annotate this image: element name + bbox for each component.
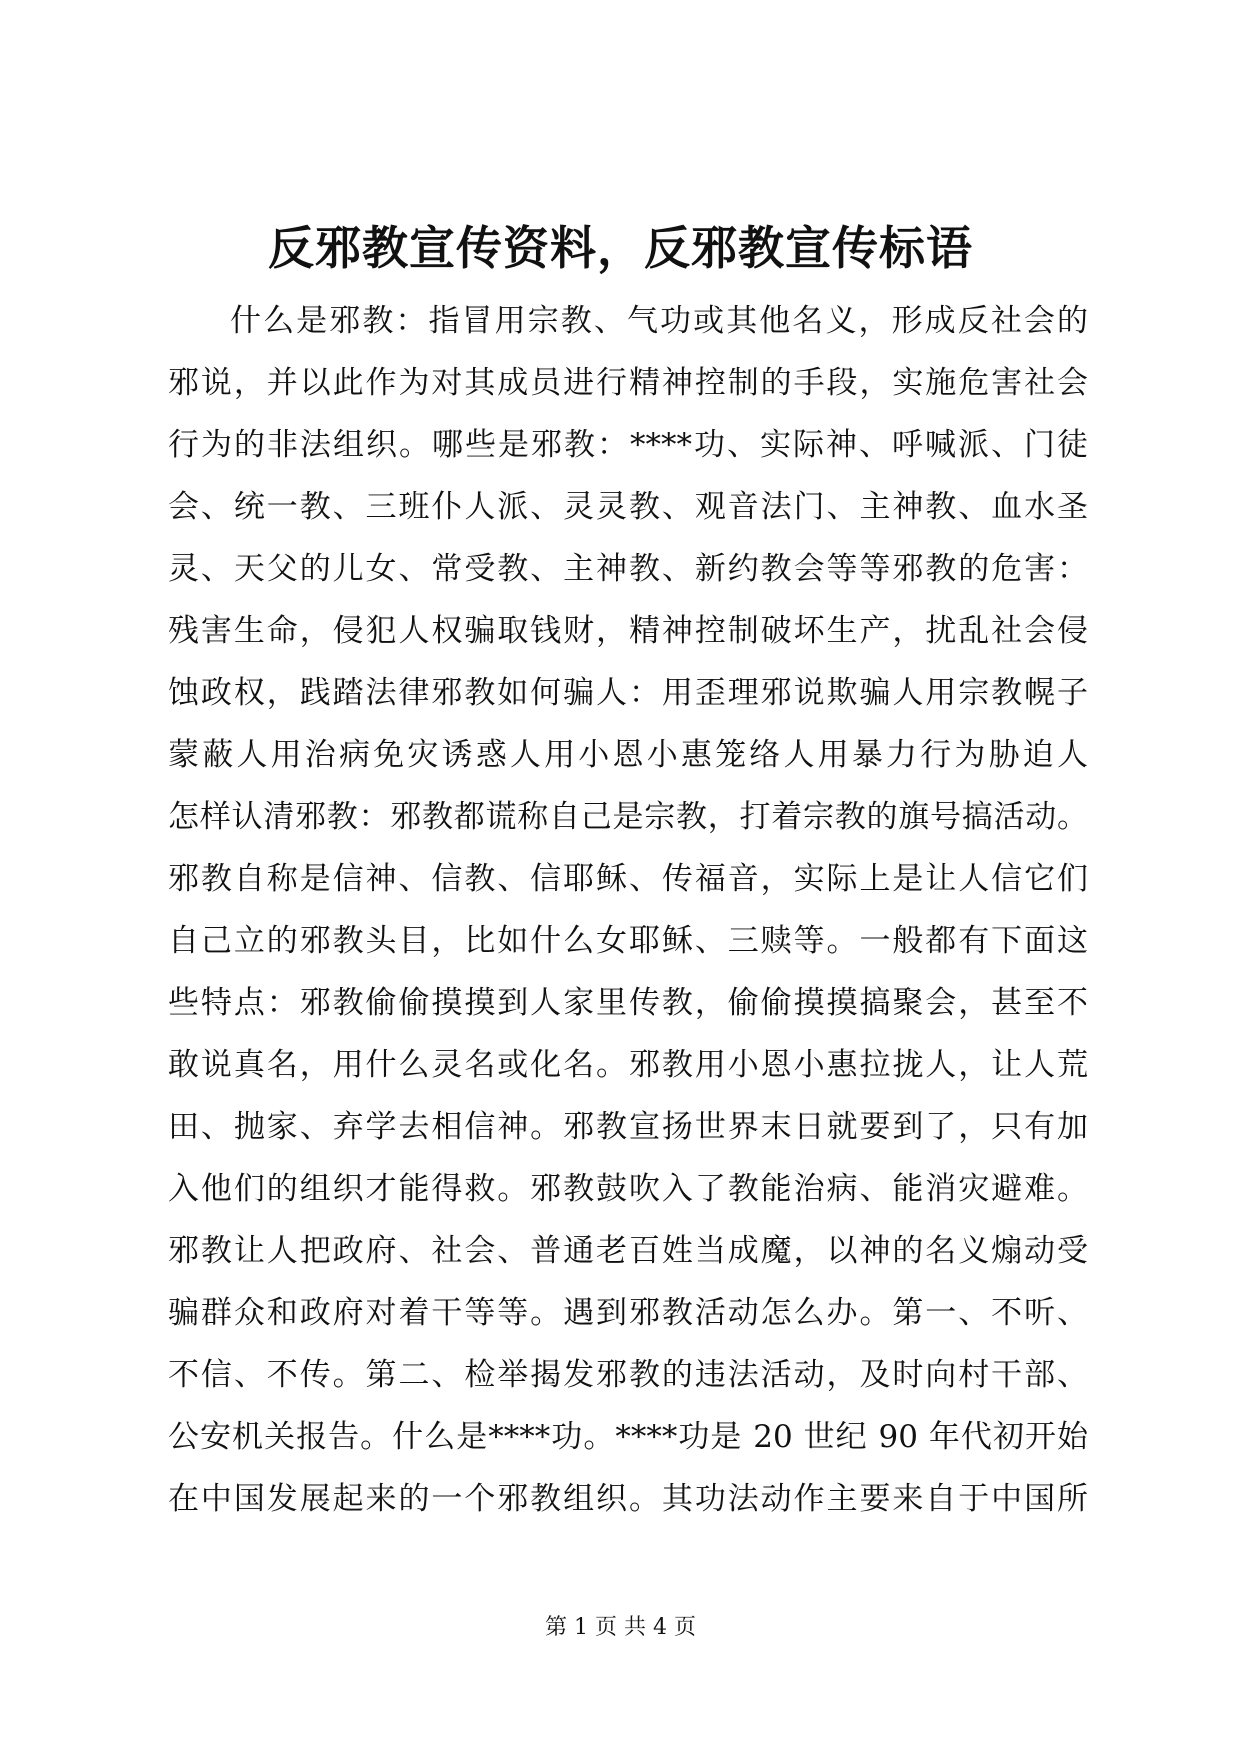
body-line: 行为的非法组织。哪些是邪教：****功、实际神、呼喊派、门徒 bbox=[168, 427, 1088, 463]
page-indicator: 第 1 页 共 4 页 bbox=[545, 1615, 696, 1640]
document-title: 反邪教宣传资料，反邪教宣传标语 bbox=[268, 221, 973, 275]
body-line: 灵、天父的儿女、常受教、主神教、新约教会等等邪教的危害： bbox=[168, 551, 1088, 587]
body-line: 不信、不传。第二、检举揭发邪教的违法活动，及时向村干部、 bbox=[168, 1357, 1088, 1393]
document-body bbox=[168, 290, 1088, 1530]
body-line: 公安机关报告。什么是****功。****功是 20 世纪 90 年代初开始 bbox=[168, 1419, 1088, 1455]
body-line: 自己立的邪教头目，比如什么女耶稣、三赎等。一般都有下面这 bbox=[168, 923, 1088, 959]
body-line: 骗群众和政府对着干等等。遇到邪教活动怎么办。第一、不听、 bbox=[168, 1295, 1088, 1331]
body-line: 些特点：邪教偷偷摸摸到人家里传教，偷偷摸摸搞聚会，甚至不 bbox=[168, 985, 1088, 1021]
body-line: 入他们的组织才能得救。邪教鼓吹入了教能治病、能消灾避难。 bbox=[168, 1171, 1088, 1207]
body-line: 敢说真名，用什么灵名或化名。邪教用小恩小惠拉拢人，让人荒 bbox=[168, 1047, 1088, 1083]
body-line: 什么是邪教：指冒用宗教、气功或其他名义，形成反社会的 bbox=[230, 303, 1088, 339]
body-line: 蚀政权，践踏法律邪教如何骗人：用歪理邪说欺骗人用宗教幌子 bbox=[168, 675, 1088, 711]
body-line: 在中国发展起来的一个邪教组织。其功法动作主要来自于中国所 bbox=[168, 1481, 1088, 1517]
body-line: 邪教自称是信神、信教、信耶稣、传福音，实际上是让人信它们 bbox=[168, 861, 1088, 897]
body-line: 田、抛家、弃学去相信神。邪教宣扬世界末日就要到了，只有加 bbox=[168, 1109, 1088, 1145]
body-line: 邪教让人把政府、社会、普通老百姓当成魔，以神的名义煽动受 bbox=[168, 1233, 1088, 1269]
body-line: 会、统一教、三班仆人派、灵灵教、观音法门、主神教、血水圣 bbox=[168, 489, 1088, 525]
body-line: 邪说，并以此作为对其成员进行精神控制的手段，实施危害社会 bbox=[168, 365, 1088, 401]
body-line: 蒙蔽人用治病免灾诱惑人用小恩小惠笼络人用暴力行为胁迫人 bbox=[168, 737, 1088, 773]
body-line: 怎样认清邪教：邪教都谎称自己是宗教，打着宗教的旗号搞活动。 bbox=[168, 799, 1088, 835]
page-footer bbox=[0, 1613, 1241, 1643]
body-line: 残害生命，侵犯人权骗取钱财，精神控制破坏生产，扰乱社会侵 bbox=[168, 613, 1088, 649]
